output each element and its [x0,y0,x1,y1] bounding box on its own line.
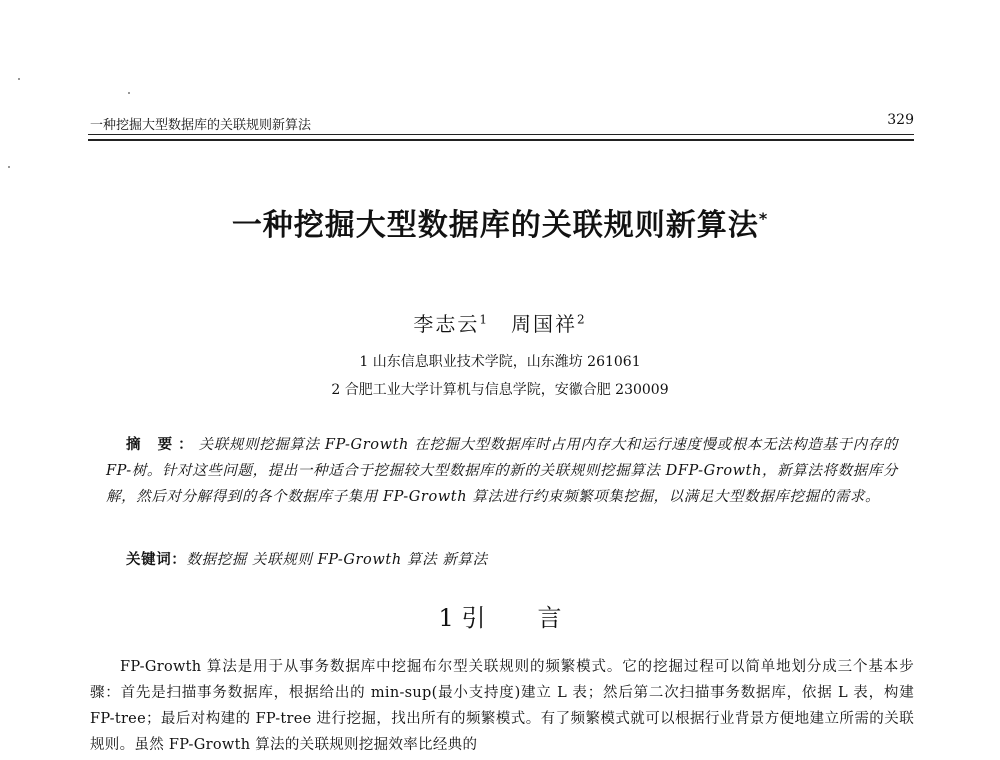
paper-title-text: 一种挖掘大型数据库的关联规则新算法 [231,208,759,243]
abstract [106,432,898,510]
header-rule-thick [88,139,914,141]
keywords-label: 关键词： [126,551,187,568]
scan-speck [8,166,10,168]
page-number: 329 [887,112,914,128]
keywords [126,548,896,569]
section-title-part1: 引 [461,604,486,632]
section-number: 1 [438,604,454,632]
header-rule-thin [88,134,914,135]
author-name: 李志云 [413,312,480,336]
paper-title [0,200,1000,244]
author-line [0,308,1000,337]
scan-speck [18,78,20,80]
affiliation-1: 1 山东信息职业技术学院，山东潍坊 261061 [359,354,641,370]
author-name: 周国祥 [511,312,577,336]
body-paragraph: FP-Growth 算法是用于从事务数据库中挖掘布尔型关联规则的频繁模式。它的挖掘过程可以简单地划分成三个基本步骤：首先是扫描事务数据库，根据给出的 min-sup(最小支持度)建立 L 表；然后第二次扫描事务数据库，依据 L 表，构建 FP-tree；最后对构建的 FP-tree 进行挖掘，找出所有的频繁模式。有了频繁模式就可以根据行业背景方便地建立所需的关联规则。虽然 FP-Growth 算法的关联规则挖掘效率比经典的 [90,659,914,753]
scan-speck [128,92,130,94]
running-header [90,112,914,132]
affiliation-2: 2 合肥工业大学计算机与信息学院，安徽合肥 230009 [331,382,669,398]
keywords-text: 数据挖掘 关联规则 FP-Growth 算法 新算法 [186,552,488,568]
abstract-text: 关联规则挖掘算法 FP-Growth 在挖掘大型数据库时占用内存大和运行速度慢或根本无法构造基于内存的 FP-树。针对这些问题，提出一种适合于挖掘较大型数据库的新的关联规则挖掘算法 DFP-Growth，新算法将数据库分解，然后对分解得到的各个数据库子集用 FP-Growth 算法进行约束频繁项集挖掘，以满足大型数据库挖掘的需求。 [106,437,898,505]
section-title-part2: 言 [537,604,562,632]
section-heading [0,598,1000,633]
author-affiliation-mark: 1 [479,312,489,327]
running-title: 一种挖掘大型数据库的关联规则新算法 [90,118,312,133]
title-footnote-mark: * [758,209,769,228]
abstract-label: 摘 要： [126,436,199,453]
author-affiliation-mark: 2 [577,312,587,327]
